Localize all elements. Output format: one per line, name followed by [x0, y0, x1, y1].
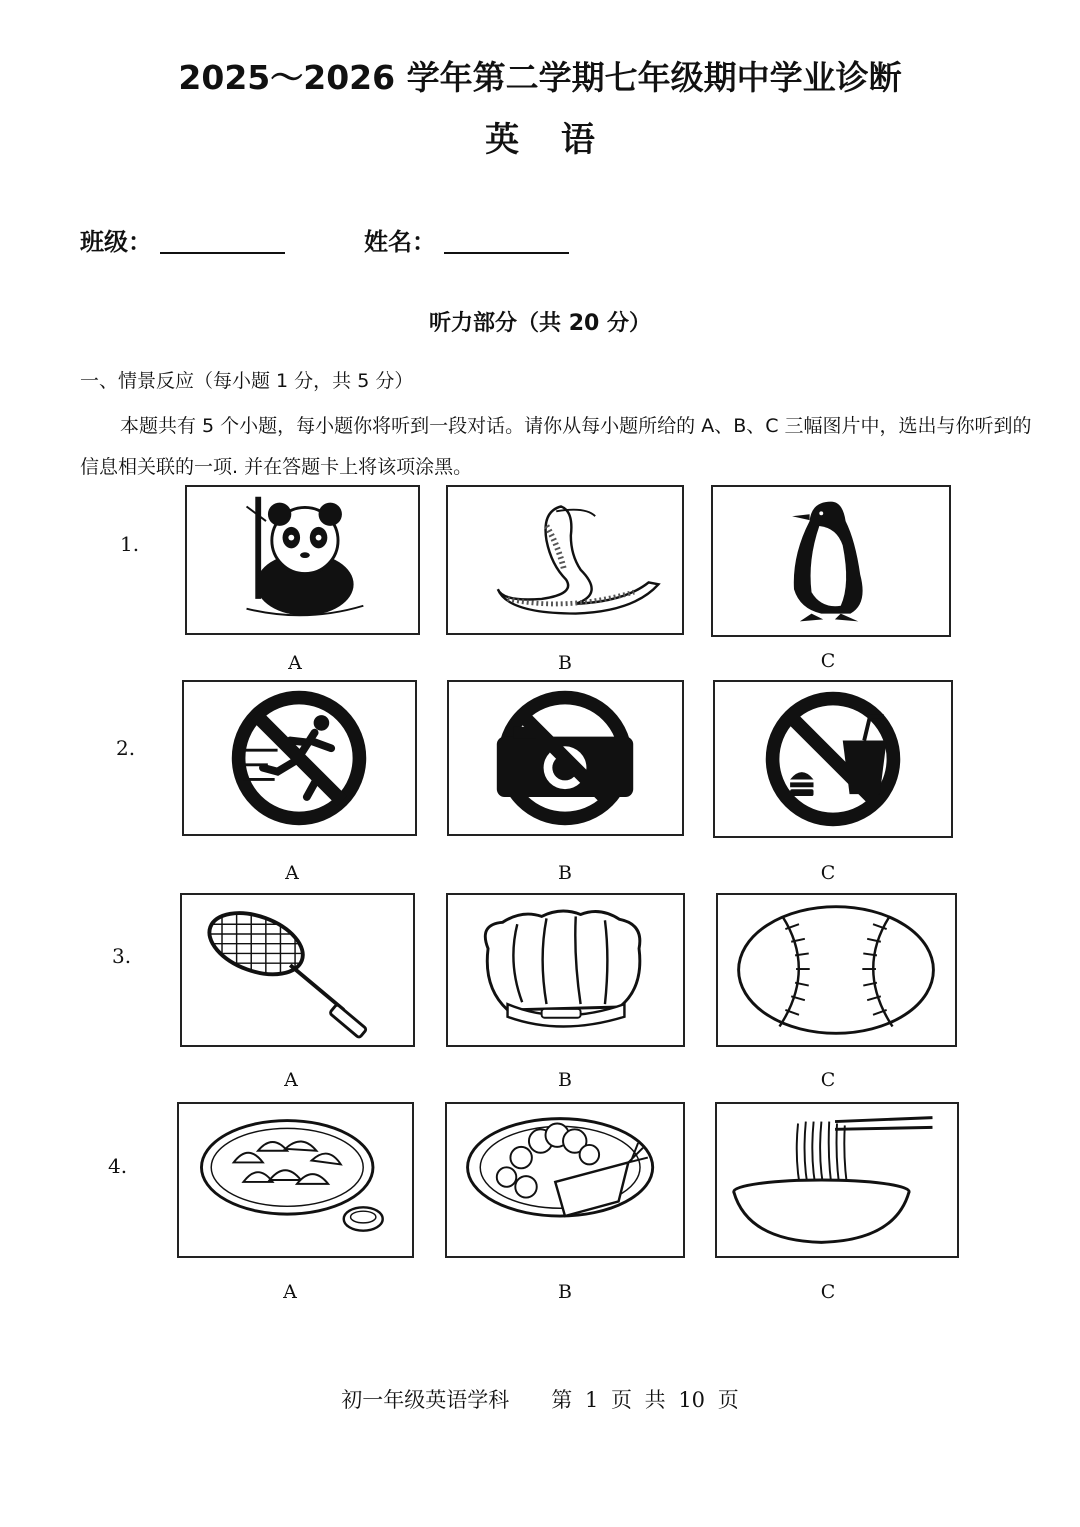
class-blank[interactable]	[160, 252, 285, 254]
option-letter: B	[558, 1281, 572, 1303]
option-letter: C	[820, 650, 836, 672]
option-box-2c[interactable]	[713, 680, 953, 838]
dumplings-icon	[179, 1104, 412, 1256]
section-title: 听力部分（共 20 分）	[429, 311, 651, 336]
badminton-racket-icon	[182, 895, 413, 1045]
option-letter: B	[558, 652, 572, 674]
name-field	[364, 222, 569, 257]
option-box-1b[interactable]	[446, 485, 684, 635]
option-box-3c[interactable]	[716, 893, 957, 1047]
instructions: 本题共有 5 个小题，每小题你将听到一段对话。请你从每小题所给的 A、B、C 三幅图片中，选出与你听到的信息相关联的一项. 并在答题卡上将该项涂黑。	[80, 415, 1032, 478]
class-label: 班级：	[80, 228, 152, 256]
option-letter: C	[820, 862, 836, 884]
option-box-1c[interactable]	[711, 485, 951, 637]
no-running-icon	[184, 682, 415, 834]
option-letter: B	[558, 1069, 572, 1091]
panda-icon	[187, 487, 418, 633]
page-title: 2025～2026 学年第二学期七年级期中学业诊断	[178, 58, 902, 97]
question-number: 4.	[108, 1154, 128, 1178]
page-footer: 初一年级英语学科 第 1 页 共 10 页	[341, 1388, 739, 1412]
subject-title: 英 语	[485, 120, 595, 160]
question-number: 3.	[112, 944, 132, 968]
name-label: 姓名：	[364, 228, 436, 256]
option-box-1a[interactable]	[185, 485, 420, 635]
option-letter: C	[820, 1281, 836, 1303]
option-box-4b[interactable]	[445, 1102, 685, 1258]
option-box-4a[interactable]	[177, 1102, 414, 1258]
cobra-icon	[448, 487, 682, 633]
name-blank[interactable]	[444, 252, 569, 254]
option-letter: A	[284, 1069, 298, 1091]
question-number: 1.	[120, 532, 140, 556]
option-box-2b[interactable]	[447, 680, 684, 836]
option-box-4c[interactable]	[715, 1102, 959, 1258]
option-letter: B	[558, 862, 572, 884]
class-field	[80, 222, 285, 257]
option-letter: C	[820, 1069, 836, 1091]
noodles-icon	[717, 1104, 957, 1256]
baseball-icon	[718, 895, 955, 1045]
part-heading: 一、情景反应（每小题 1 分，共 5 分）	[80, 370, 414, 392]
no-photos-icon	[449, 682, 682, 834]
question-number: 2.	[116, 736, 136, 760]
option-letter: A	[288, 652, 302, 674]
penguin-icon	[713, 487, 949, 635]
vegetables-plate-icon	[447, 1104, 683, 1256]
option-letter: A	[283, 1281, 297, 1303]
no-food-drink-icon	[715, 682, 951, 836]
option-box-2a[interactable]	[182, 680, 417, 836]
baseball-glove-icon	[448, 895, 683, 1045]
option-letter: A	[285, 862, 299, 884]
option-box-3b[interactable]	[446, 893, 685, 1047]
option-box-3a[interactable]	[180, 893, 415, 1047]
